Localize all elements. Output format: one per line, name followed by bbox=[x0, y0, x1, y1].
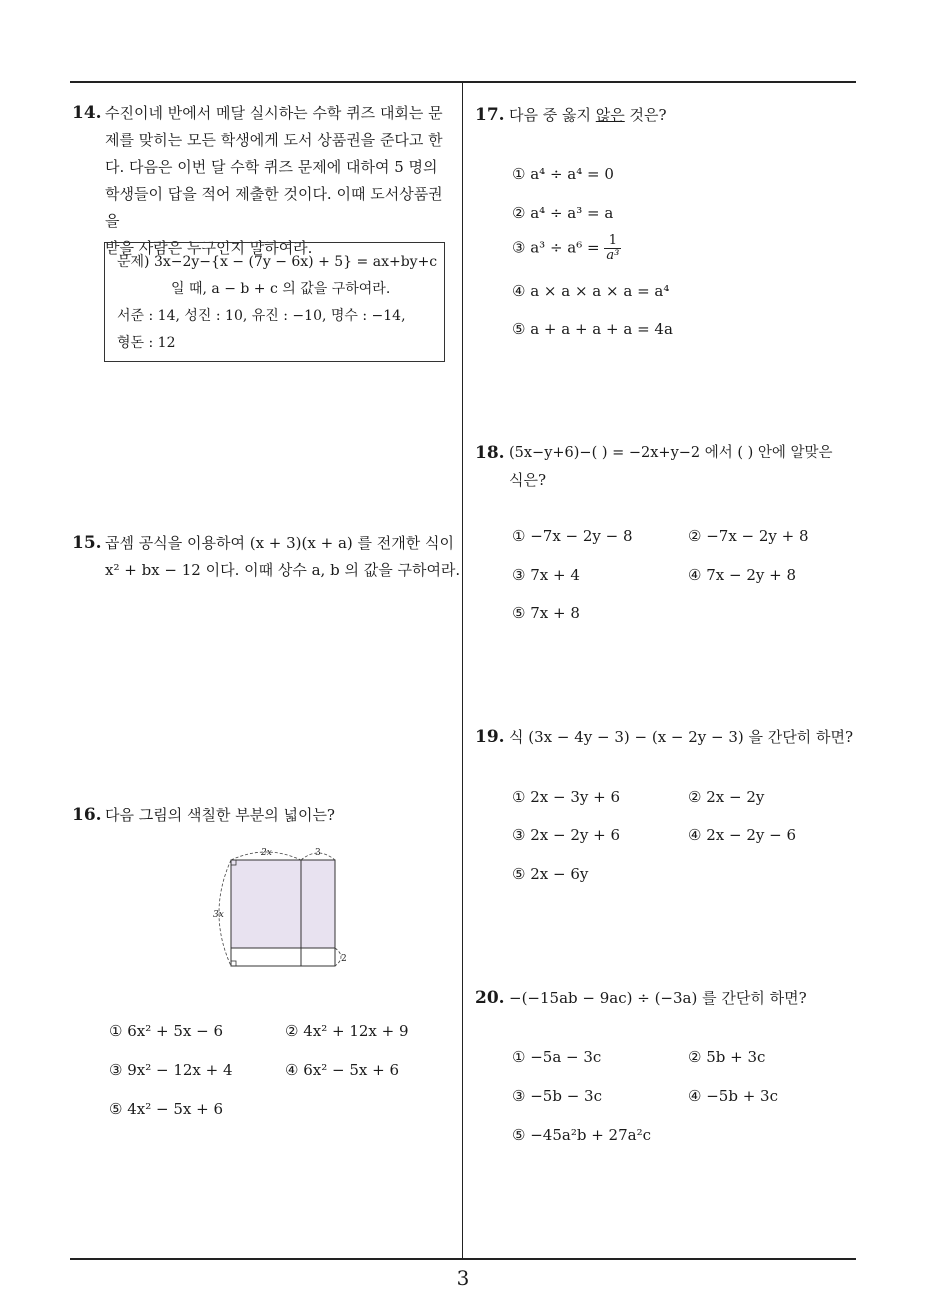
text-line: 제를 맞히는 모든 학생에게 도서 상품권을 준다고 한 bbox=[105, 131, 443, 149]
choice-2[interactable]: ② a⁴ ÷ a³ = a bbox=[512, 204, 614, 222]
choice-3[interactable]: ③ 9x² − 12x + 4 bbox=[109, 1061, 233, 1079]
choice-5[interactable]: ⑤ 2x − 6y bbox=[512, 865, 589, 883]
column-divider bbox=[462, 82, 463, 1260]
problem-text: −(−15ab − 9ac) ÷ (−3a) 를 간단히 하면? bbox=[509, 989, 807, 1007]
problem-number: 20. bbox=[475, 988, 505, 1008]
box-line: 서준 : 14, 성진 : 10, 유진 : −10, 명수 : −14, bbox=[117, 308, 406, 324]
label-3: 3 bbox=[315, 848, 321, 858]
choice-3[interactable]: ③ a³ ÷ a⁶ = $\frac{1}{\text{a³}}$ bbox=[512, 233, 620, 263]
problem-18 bbox=[475, 440, 860, 500]
shaded-region bbox=[231, 860, 335, 948]
problem-17 bbox=[475, 102, 860, 132]
text-line: (5x−y+6)−( ) = −2x+y−2 에서 ( ) 안에 알맞은 bbox=[509, 445, 833, 461]
top-rule bbox=[70, 81, 856, 83]
choice-1[interactable]: ① 6x² + 5x − 6 bbox=[109, 1022, 223, 1040]
choice-3[interactable]: ③ −5b − 3c bbox=[512, 1087, 602, 1105]
choice-1[interactable]: ① −7x − 2y − 8 bbox=[512, 527, 633, 545]
choice-4[interactable]: ④ 7x − 2y + 8 bbox=[688, 566, 796, 584]
choice-3[interactable]: ③ 7x + 4 bbox=[512, 566, 580, 584]
problem-number: 14. bbox=[72, 103, 102, 123]
choice-4[interactable]: ④ −5b + 3c bbox=[688, 1087, 778, 1105]
choice-2[interactable]: ② 4x² + 12x + 9 bbox=[285, 1022, 409, 1040]
text-line: 곱셈 공식을 이용하여 (x + 3)(x + a) 를 전개한 식이 bbox=[105, 534, 454, 552]
problem-number: 17. bbox=[475, 105, 505, 125]
problem-19 bbox=[475, 724, 860, 754]
choice-1[interactable]: ① 2x − 3y + 6 bbox=[512, 788, 620, 806]
problem-text bbox=[105, 100, 457, 262]
choice-1[interactable]: ① a⁴ ÷ a⁴ = 0 bbox=[512, 165, 614, 183]
problem-text bbox=[105, 530, 461, 584]
fraction: $\frac{1}{\text{a³}}$ bbox=[606, 233, 620, 263]
label-3x: 3x bbox=[213, 910, 224, 920]
problem-text: 다음 중 옳지 않은 것은? bbox=[509, 106, 667, 124]
choice-2[interactable]: ② 2x − 2y bbox=[688, 788, 765, 806]
text-line: 학생들이 답을 적어 제출한 것이다. 이때 도서상품권을 bbox=[105, 185, 443, 230]
text-line: 다. 다음은 이번 달 수학 퀴즈 문제에 대하여 5 명의 bbox=[105, 158, 438, 176]
choice-2[interactable]: ② −7x − 2y + 8 bbox=[688, 527, 809, 545]
box-line: 문제) 3x−2y−{x − (7y − 6x) + 5} = ax+by+c bbox=[117, 254, 438, 270]
problem-number: 15. bbox=[72, 533, 102, 553]
problem-15 bbox=[72, 530, 461, 590]
choice-1[interactable]: ① −5a − 3c bbox=[512, 1048, 602, 1066]
choice-5[interactable]: ⑤ 4x² − 5x + 6 bbox=[109, 1100, 223, 1118]
problem-20 bbox=[475, 985, 860, 1015]
bottom-rule bbox=[70, 1258, 856, 1260]
problem-16 bbox=[72, 802, 457, 832]
choice-5[interactable]: ⑤ 7x + 8 bbox=[512, 604, 580, 622]
choice-4[interactable]: ④ a × a × a × a = a⁴ bbox=[512, 282, 670, 300]
box-line: 형돈 : 12 bbox=[117, 335, 176, 351]
page-number: 3 bbox=[456, 1266, 470, 1290]
text-line: 수진이네 반에서 메달 실시하는 수학 퀴즈 대회는 문 bbox=[105, 104, 443, 122]
emphasis-underline: 않은 bbox=[595, 106, 625, 124]
area-figure bbox=[205, 840, 355, 970]
problem-text: 식 (3x − 4y − 3) − (x − 2y − 3) 을 간단히 하면? bbox=[509, 728, 854, 746]
answer-box bbox=[104, 242, 445, 362]
corner-marker bbox=[231, 961, 236, 966]
problem-text: 다음 그림의 색칠한 부분의 넓이는? bbox=[105, 806, 335, 824]
text-line: 받을 사람은 누구인지 말하여라. bbox=[105, 239, 313, 257]
text-line: x² + bx − 12 이다. 이때 상수 a, b 의 값을 구하여라. bbox=[105, 561, 461, 579]
choice-5[interactable]: ⑤ a + a + a + a = 4a bbox=[512, 320, 673, 338]
box-line: 일 때, a − b + c 의 값을 구하여라. bbox=[171, 281, 391, 297]
choice-2[interactable]: ② 5b + 3c bbox=[688, 1048, 766, 1066]
label-2x: 2x bbox=[261, 848, 272, 858]
problem-number: 19. bbox=[475, 727, 505, 747]
problem-number: 18. bbox=[475, 443, 505, 463]
choice-4[interactable]: ④ 6x² − 5x + 6 bbox=[285, 1061, 399, 1079]
label-2: 2 bbox=[341, 954, 347, 964]
choice-3[interactable]: ③ 2x − 2y + 6 bbox=[512, 826, 620, 844]
text-line: 식은? bbox=[509, 471, 547, 489]
problem-number: 16. bbox=[72, 805, 102, 825]
choice-5[interactable]: ⑤ −45a²b + 27a²c bbox=[512, 1126, 651, 1144]
problem-text bbox=[509, 440, 859, 494]
choice-4[interactable]: ④ 2x − 2y − 6 bbox=[688, 826, 796, 844]
